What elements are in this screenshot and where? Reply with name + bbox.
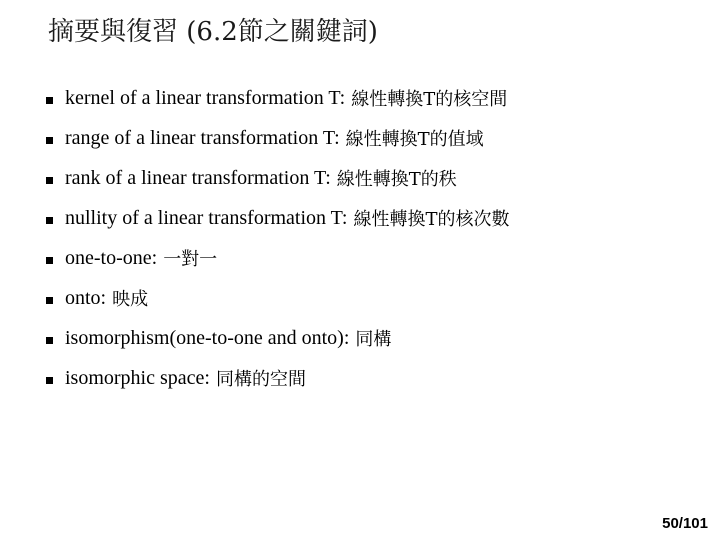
term-text: isomorphism(one-to-one and onto): [65, 326, 350, 349]
translation-text: 線性轉換T的核次數 [353, 209, 510, 230]
square-bullet-icon [46, 297, 53, 304]
list-item [40, 318, 509, 358]
list-item [40, 78, 509, 118]
list-item [40, 278, 509, 318]
translation-text: 線性轉換T的核空間 [351, 89, 508, 110]
page-number: 50/101 [662, 515, 708, 532]
term-text: one-to-one: [65, 246, 158, 269]
translation-text: 一對一 [163, 249, 218, 270]
bullet-list [40, 78, 509, 398]
square-bullet-icon [46, 257, 53, 264]
square-bullet-icon [46, 337, 53, 344]
translation-text: 映成 [112, 289, 149, 310]
square-bullet-icon [46, 217, 53, 224]
term-text: nullity of a linear transformation T: [65, 206, 348, 229]
list-item [40, 198, 509, 238]
list-item [40, 358, 509, 398]
square-bullet-icon [46, 97, 53, 104]
slide-title: 摘要與復習 (6.2節之關鍵詞) [48, 17, 378, 47]
translation-text: 線性轉換T的秩 [336, 169, 457, 190]
square-bullet-icon [46, 377, 53, 384]
translation-text: 同構的空間 [215, 369, 306, 390]
term-text: kernel of a linear transformation T: [65, 86, 346, 109]
translation-text: 線性轉換T的值域 [345, 129, 484, 150]
term-text: range of a linear transformation T: [65, 126, 340, 149]
term-text: isomorphic space: [65, 366, 210, 389]
square-bullet-icon [46, 137, 53, 144]
list-item [40, 238, 509, 278]
term-text: rank of a linear transformation T: [65, 166, 331, 189]
square-bullet-icon [46, 177, 53, 184]
term-text: onto: [65, 286, 107, 309]
list-item [40, 158, 509, 198]
list-item [40, 118, 509, 158]
translation-text: 同構 [355, 329, 392, 350]
